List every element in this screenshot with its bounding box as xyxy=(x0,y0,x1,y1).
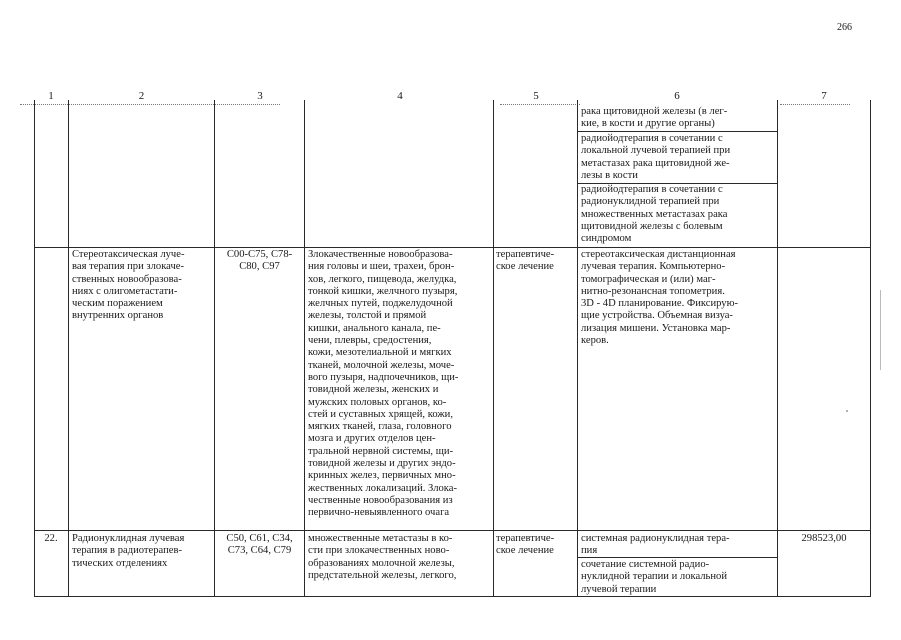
header-col-5: 5 xyxy=(533,90,539,102)
column-divider xyxy=(34,100,35,597)
row-c-number: 22. xyxy=(44,533,58,544)
row-c-treatment-type: терапевтиче- ское лечение xyxy=(496,533,555,557)
row-c-patient-model: множественные метастазы в ко- сти при злокачественных ново- образованиях молочной железы, предстательной железы, легкого, xyxy=(308,533,457,581)
header-col-3: 3 xyxy=(257,90,263,102)
scan-speck xyxy=(846,410,848,412)
row-divider xyxy=(34,530,870,531)
row-c-icd-codes: C50, C61, C34, C73, C64, C79 xyxy=(226,533,293,557)
column-divider xyxy=(577,100,578,597)
row-b-treatment-type: терапевтиче- ское лечение xyxy=(496,249,555,273)
page-number: 266 xyxy=(837,22,852,33)
column-divider xyxy=(214,100,215,597)
row-b-treatment-method: стереотаксическая дистанционная лучевая терапия. Компьютерно- томографическая и (или) маг- нитно-резонансная топометрия. 3D - 4D планирование. Фиксирую- щие устройства. Объемная визуа- лизация мишени. Установка мар- керов. xyxy=(581,249,739,347)
column-divider xyxy=(870,100,871,597)
header-col-4: 4 xyxy=(397,90,403,102)
header-dotted-line xyxy=(20,104,280,105)
row-c-cost: 298523,00 xyxy=(801,533,847,544)
header-col-6: 6 xyxy=(674,90,680,102)
row-b-icd-codes: C00-C75, C78- C80, C97 xyxy=(226,249,293,273)
table-bottom-edge xyxy=(34,596,870,597)
header-dotted-line xyxy=(500,104,580,105)
column-divider xyxy=(493,100,494,597)
row-a-method-2: радиойодтерапия в сочетании с локальной лучевой терапией при метастазах рака щитовидной же- лезы в кости xyxy=(581,133,731,181)
header-col-2: 2 xyxy=(138,90,145,102)
header-dotted-line xyxy=(780,104,850,105)
row-c-method-1: системная радионуклидная тера- пия xyxy=(581,533,730,557)
column-divider xyxy=(68,100,69,597)
header-col-7: 7 xyxy=(821,90,827,102)
column-divider xyxy=(777,100,778,597)
row-c-care-name: Радионуклидная лучевая терапия в радиотерапев- тических отделениях xyxy=(72,533,185,569)
row-b-patient-model: Злокачественные новообразова- ния головы и шеи, трахеи, брон- хов, легкого, пищевода, желудка, тонкой кишки, желчного пузыря, желчных путей, поджелудочной железы, толстой и прямой кишки, анального канала, пе- чени, плевры, средостения, кожи, мезотелиальной и мягких тканей, молочной железы, моче- вого пузыря, надпочечников, щи- товидной железы, женских и мужских половых органов, ко- стей и суставных хрящей, кожи, мягких тканей, глаза, головного мозга и других отделов цен- тральной нервной системы, щи- товидной железы и других эндо- кринных желез, первичных мно- жественных локализаций. Злока- чественные новообразования из первично-невыявленного очага xyxy=(308,249,459,519)
row-a-method-3: радиойодтерапия в сочетании с радионуклидной терапией при множественных метастазах рака щитовидной железы с болевым синдромом xyxy=(581,184,728,245)
scan-edge-mark xyxy=(880,290,881,370)
row-a-method-1: рака щитовидной железы (в лег- кие, в кости и другие органы) xyxy=(581,106,728,130)
column-divider xyxy=(304,100,305,597)
row-divider xyxy=(34,247,870,248)
row-divider xyxy=(578,131,777,132)
row-b-care-name: Стереотаксическая луче- вая терапия при злокаче- ственных новообразова- ниях с олигометастати- ческим поражением внутренних органов xyxy=(72,249,185,322)
header-col-1: 1 xyxy=(48,90,54,102)
row-c-method-2: сочетание системной радио- нуклидной терапии и локальной лучевой терапии xyxy=(581,559,728,595)
